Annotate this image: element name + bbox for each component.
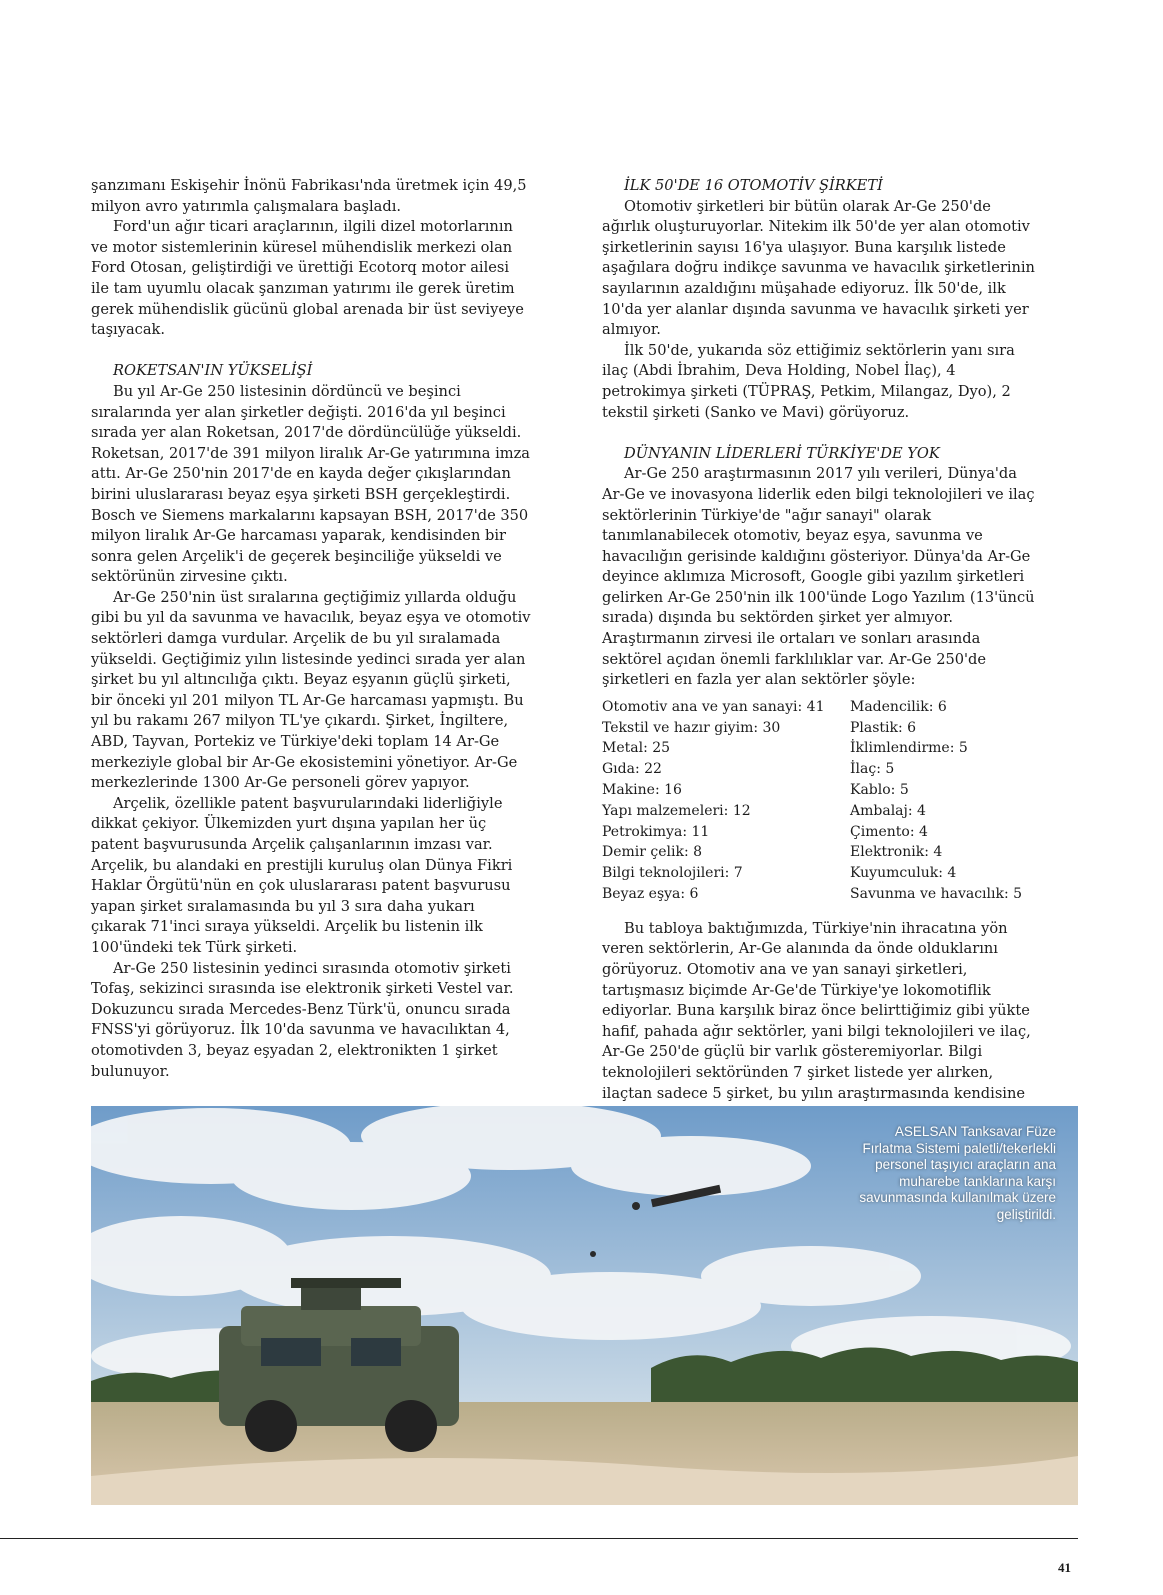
- stat-item: Elektronik: 4: [850, 844, 943, 861]
- stat-item: Otomotiv ana ve yan sanayi: 41: [602, 698, 825, 715]
- paragraph: şanzımanı Eskişehir İnönü Fabrikası'nda üretmek için 49,5 milyon avro yatırımla çalışmalara başladı.: [91, 177, 527, 215]
- stat-item: Kablo: 5: [850, 782, 909, 799]
- footer-rule: [0, 1538, 1078, 1539]
- paragraph: İlk 50'de, yukarıda söz ettiğimiz sektörlerin yanı sıra ilaç (Abdi İbrahim, Deva Holding, Nobel İlaç), 4 petrokimya şirketi (TÜPRAŞ, Petkim, Milangaz, Dyo), 2 tekstil şirketi (Sanko ve Mavi) görüyoruz.: [602, 341, 1015, 421]
- stat-item: Beyaz eşya: 6: [602, 886, 699, 903]
- paragraph: Bu tabloya baktığımızda, Türkiye'nin ihracatına yön veren sektörlerin, Ar-Ge alanında da önde olduklarını görüyoruz. Otomotiv ana ve yan sanayi şirketleri, tartışmasız biçimde Ar-Ge'de Türkiye'ye lokomotiflik ediyorlar. Buna karşılık biraz önce belirttiğimiz gibi yükte hafif, pahada ağır sektörler, yani bilgi teknolojileri ve ilaç, Ar-Ge 250'de güçlü bir varlık gösteremiyorlar. Bilgi teknolojileri sektöründen 7 şirket listede yer alırken, ilaçtan sadece 5 şirket, bu yılın araştırmasında kendisine: [602, 919, 1031, 1102]
- stat-item: Savunma ve havacılık: 5: [850, 886, 1023, 903]
- stat-item: Makine: 16: [602, 782, 682, 799]
- section-heading: ROKETSAN'IN YÜKSELİŞİ: [113, 362, 313, 380]
- paragraph: Ar-Ge 250'nin üst sıralarına geçtiğimiz yıllarda olduğu gibi bu yıl da savunma ve havacılık, beyaz eşya ve otomotiv sektörleri damga vurdular. Arçelik de bu yıl sıralamada yükseldi. Geçtiğimiz yılın listesinde yedinci sırada yer alan şirket bu yıl altıncılığa çıktı. Beyaz eşyanın güçlü şirketi, bir önceki yıl 201 milyon TL Ar-Ge harcaması yapmıştı. Bu yıl bu rakamı 267 milyon TL'ye çıkardı. Şirket, İngiltere, ABD, Tayvan, Portekiz ve Türkiye'deki toplam 14 Ar-Ge merkeziyle global bir Ar-Ge ekosistemini yönetiyor. Ar-Ge merkezlerinde 1300 Ar-Ge personeli görev yapıyor.: [91, 588, 531, 792]
- paragraph: Bu yıl Ar-Ge 250 listesinin dördüncü ve beşinci sıralarında yer alan şirketler değişti. 2016'da yıl beşinci sırada yer alan Roketsan, 2017'de dördüncülüğe yükseldi. Roketsan, 2017'de 391 milyon liralık Ar-Ge yatırımına imza attı. Ar-Ge 250'nin 2017'de en kayda değer çıkışlarından birini uluslararası beyaz eşya şirketi BSH gerçekleştirdi.: [91, 382, 530, 503]
- photo-caption: ASELSAN Tanksavar Füze Fırlatma Sistemi paletli/tekerlekli personel taşıyıcı araçların ana muharebe tanklarına karşı savunmasında kullanılmak üzere geliştirildi.: [859, 1124, 1056, 1222]
- stat-item: Madencilik: 6: [850, 698, 947, 715]
- paragraph: Arçelik, özellikle patent başvurularındaki liderliğiyle dikkat çekiyor. Ülkemizden yurt dışına yapılan her üç patent başvurusunda Arçelik çalışanlarının imzası var. Arçelik, bu alandaki en prestijli kuruluş olan Dünya Fikri Haklar Örgütü'nün en çok uluslararası patent başvurusu yapan şirket sıralamasında bu yıl 3 sıra daha yukarı çıkarak 71'inci sıraya yükseldi. Arçelik bu listenin ilk 100'ündeki tek Türk şirketi.: [91, 794, 513, 956]
- right-column: [602, 176, 1042, 1125]
- stat-item: Demir çelik: 8: [602, 844, 703, 861]
- stat-item: Çimento: 4: [850, 823, 928, 840]
- stat-item: Gıda: 22: [602, 761, 662, 778]
- page-number: 41: [1058, 1560, 1071, 1575]
- paragraph: Ar-Ge 250 listesinin yedinci sırasında otomotiv şirketi Tofaş, sekizinci sırasında ise elektronik şirketi Vestel var. Dokuzuncu sırada Mercedes-Benz Türk'ü, onuncu sırada FNSS'yi görüyoruz. İlk 10'da savunma ve havacılıktan 4, otomotivden 3, beyaz eşyadan 2, elektronikten 1 şirket bulunuyor.: [91, 959, 514, 1080]
- paragraph: Bosch ve Siemens markalarını kapsayan BSH, 2017'de 350 milyon liralık Ar-Ge harcaması yaparak, kendisinden bir sonra gelen Arçelik'i de geçerek beşinciliğe yükseldi ve sektörünün zirvesine çıktı.: [91, 506, 529, 586]
- stat-item: Bilgi teknolojileri: 7: [602, 865, 743, 882]
- stat-item: Yapı malzemeleri: 12: [602, 802, 751, 819]
- stat-item: İklimlendirme: 5: [850, 740, 968, 757]
- sector-stats-list: [602, 697, 1042, 905]
- stat-item: Metal: 25: [602, 740, 671, 757]
- section-heading: İLK 50'DE 16 OTOMOTİV ŞİRKETİ: [624, 177, 883, 194]
- section-heading: DÜNYANIN LİDERLERİ TÜRKİYE'DE YOK: [624, 444, 940, 462]
- missile-launch-photo: [91, 1106, 1078, 1505]
- paragraph: Ar-Ge 250 araştırmasının 2017 yılı verileri, Dünya'da Ar-Ge ve inovasyona liderlik eden bilgi teknolojileri ve ilaç sektörlerinin Türkiye'de "ağır sanayi" olarak tanımlanabilecek otomotiv, beyaz eşya, savunma ve havacılığın gerisinde kaldığını gösteriyor. Dünya'da Ar-Ge deyince aklımıza Microsoft, Google gibi yazılım şirketleri gelirken Ar-Ge 250'nin ilk 100'ünde Logo Yazılım (13'üncü sırada) dışında bu sektörden şirket yer almıyor. Araştırmanın zirvesi ile ortaları ve sonları arasında sektörel açıdan önemli farklılıklar var. Ar-Ge 250'de şirketleri en fazla yer alan sektörler şöyle:: [602, 465, 1035, 689]
- paragraph: Ford'un ağır ticari araçlarının, ilgili dizel motorlarının ve motor sistemlerinin küresel mühendislik merkezi olan Ford Otosan, geliştirdiği ve ürettiği Ecotorq motor ailesi ile tam uyumlu olacak şanzıman yatırımı ile gerek üretim gerek mühendislik gücünü global arenada bir üst seviyeye taşıyacak.: [91, 218, 524, 339]
- stat-item: Ambalaj: 4: [850, 802, 926, 819]
- stat-item: Tekstil ve hazır giyim: 30: [602, 719, 781, 736]
- stat-item: Kuyumculuk: 4: [850, 865, 957, 882]
- left-column: [91, 176, 531, 1082]
- stat-item: Plastik: 6: [850, 719, 917, 736]
- stat-item: İlaç: 5: [850, 761, 895, 778]
- paragraph: Otomotiv şirketleri bir bütün olarak Ar-Ge 250'de ağırlık oluşturuyorlar. Nitekim ilk 50'de yer alan otomotiv şirketlerinin sayısı 16'ya ulaşıyor. Buna karşılık listede aşağılara doğru indikçe savunma ve havacılık şirketlerinin sayılarının azaldığını müşahade ediyoruz. İlk 50'de, ilk 10'da yer alanlar dışında savunma ve havacılık şirketi yer almıyor.: [602, 197, 1035, 339]
- stat-item: Petrokimya: 11: [602, 823, 710, 840]
